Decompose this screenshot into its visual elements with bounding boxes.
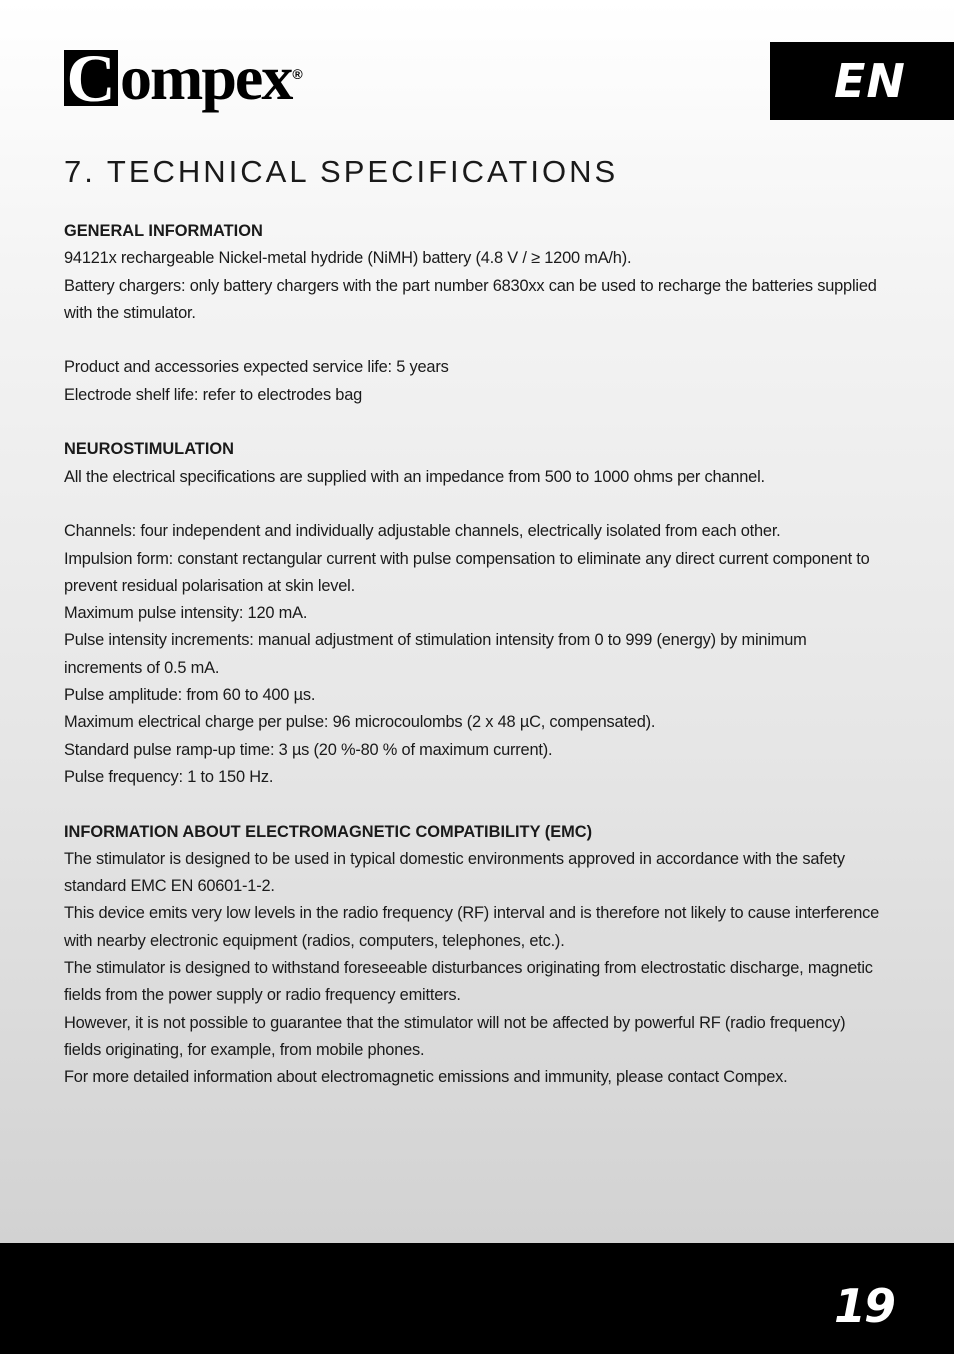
max-pulse-intensity-spec: Maximum pulse intensity: 120 mA. (64, 604, 308, 623)
pulse-amplitude-spec: Pulse amplitude: from 60 to 400 µs. (64, 686, 316, 705)
emc-immunity-text: The stimulator is designed to withstand foreseeable disturbances originating from electrostatic discharge, magnetic fields from the power supply or radio frequency emitters. (64, 959, 873, 1005)
emc-disclaimer-text: However, it is not possible to guarantee that the stimulator will not be affected by powerful RF (radio frequency) fields originating, for example, from mobile phones. (64, 1013, 846, 1059)
electrode-shelf-life-spec: Electrode shelf life: refer to electrodes bag (64, 385, 363, 404)
ramp-up-time-spec: Standard pulse ramp-up time: 3 µs (20 %-80 % of maximum current). (64, 740, 553, 759)
registered-mark: ® (292, 66, 303, 82)
page-footer (0, 1243, 954, 1354)
pulse-frequency-spec: Pulse frequency: 1 to 150 Hz. (64, 767, 274, 786)
battery-charger-spec: Battery chargers: only battery chargers with the part number 6830xx can be used to recharge the batteries supplied with the stimulator. (64, 276, 877, 322)
battery-spec: 94121x rechargeable Nickel-metal hydride (NiMH) battery (4.8 V / ≥ 1200 mA/h). (64, 249, 632, 268)
page-title: 7. TECHNICAL SPECIFICATIONS (64, 154, 619, 189)
emc-section (64, 819, 884, 1092)
compex-logo (64, 40, 303, 120)
general-information-section (64, 218, 884, 409)
logo-wordmark: ompex (120, 42, 292, 113)
section-heading-neurostimulation: NEUROSTIMULATION (64, 440, 234, 459)
language-label: EN (834, 54, 906, 108)
logo-initial-block: C (64, 50, 118, 106)
section-heading-general: GENERAL INFORMATION (64, 222, 263, 240)
emc-emission-text: This device emits very low levels in the radio frequency (RF) interval and is therefore not likely to cause interference with nearby electronic equipment (radios, computers, telephones, etc.). (64, 904, 880, 950)
impedance-spec: All the electrical specifications are supplied with an impedance from 500 to 1000 ohms per channel. (64, 467, 765, 486)
pulse-intensity-increments-spec: Pulse intensity increments: manual adjustment of stimulation intensity from 0 to 999 (energy) by minimum increments of 0.5 mA. (64, 631, 807, 677)
emc-contact-text: For more detailed information about electromagnetic emissions and immunity, please contact Compex. (64, 1068, 788, 1087)
specifications-content (64, 218, 884, 1092)
channels-spec: Channels: four independent and individually adjustable channels, electrically isolated from each other. (64, 522, 781, 541)
section-gap (64, 791, 884, 818)
section-heading-emc: INFORMATION ABOUT ELECTROMAGNETIC COMPATIBILITY (EMC) (64, 822, 593, 841)
impulsion-form-spec: Impulsion form: constant rectangular current with pulse compensation to eliminate any direct current component to prevent residual polarisation at skin level. (64, 549, 870, 595)
neurostimulation-section (64, 436, 884, 791)
max-charge-spec: Maximum electrical charge per pulse: 96 microcoulombs (2 x 48 µC, compensated). (64, 713, 656, 732)
emc-environment-text: The stimulator is designed to be used in typical domestic environments approved in accordance with the safety standard EMC EN 60601-1-2. (64, 849, 845, 896)
section-gap (64, 409, 884, 436)
service-life-spec: Product and accessories expected service life: 5 years (64, 358, 449, 377)
language-tab (770, 42, 954, 120)
page-number: 19 (833, 1279, 894, 1333)
paragraph-gap (64, 327, 884, 354)
paragraph-gap (64, 491, 884, 518)
